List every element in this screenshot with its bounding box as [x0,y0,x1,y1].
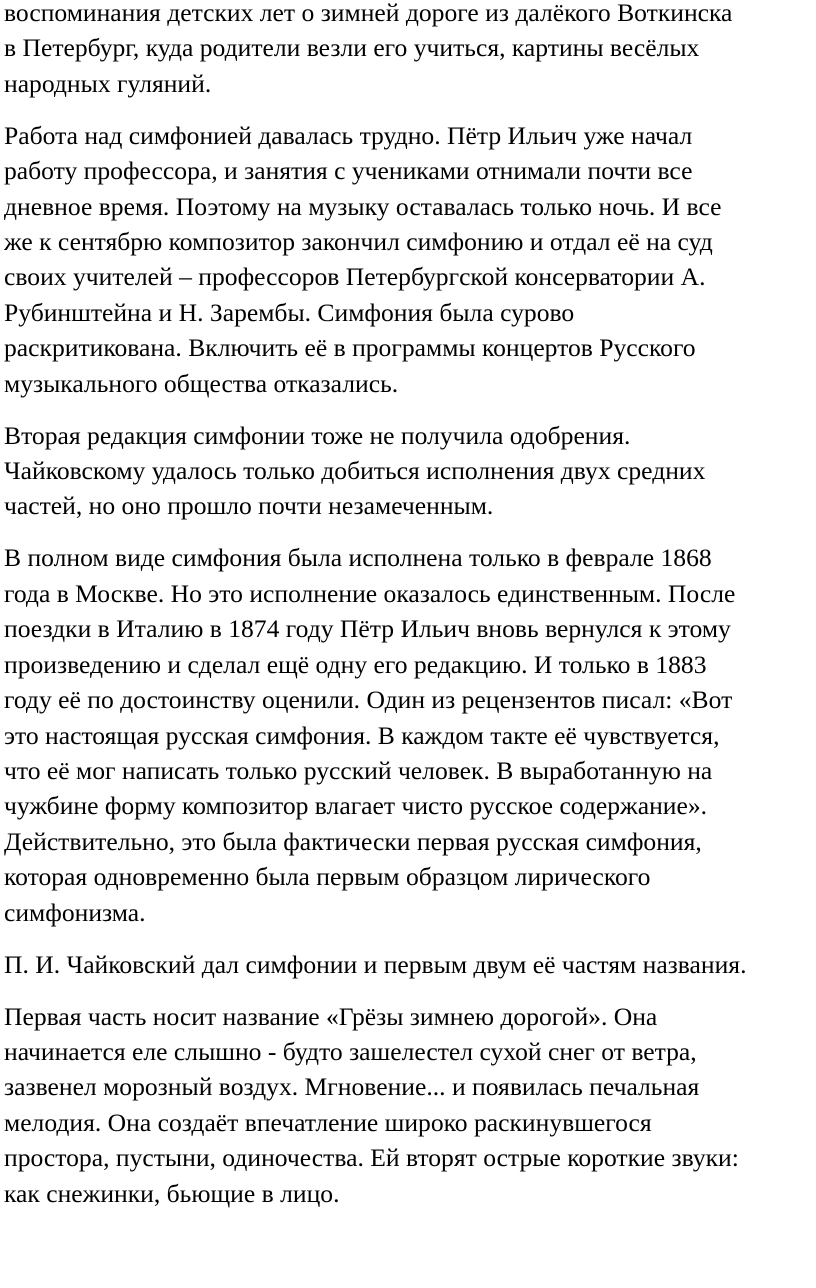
text-line: как снежинки, бьющие в лицо. [4,1178,340,1208]
text-line: В полном виде симфония была исполнена только в феврале 1868 [4,543,712,573]
text-line: которая одновременно была первым образцом лирического [4,862,651,892]
text-line: это настоящая русская симфония. В каждом такте её чувствуется, [4,720,720,750]
text-line: П. И. Чайковский дал симфонии и первым двум её частям названия. [4,949,747,979]
paragraph-4 [4,540,812,929]
text-line: чужбине форму композитор влагает чисто русское содержание». [4,791,708,821]
text-line: мелодия. Она создаёт впечатление широко раскинувшегося [4,1107,652,1137]
text-line: простора, пустыни, одиночества. Ей вторят острые короткие звуки: [4,1143,739,1173]
text-line: года в Москве. Но это исполнение оказалось единственным. После [4,578,736,608]
text-line: работу профессора, и занятия с учениками отнимали почти все [4,156,693,186]
text-line: своих учителей – профессоров Петербургской консерватории А. [4,262,706,292]
text-line: поездки в Италию в 1874 году Пётр Ильич вновь вернулся к этому [4,614,731,644]
text-line: частей, но оно прошло почти незамеченным. [4,491,494,521]
text-line: Первая часть носит название «Грёзы зимнею дорогой». Она [4,1001,658,1031]
text-line: Вторая редакция симфонии тоже не получила одобрения. [4,420,631,450]
text-line: раскритикована. Включить её в программы концертов Русского [4,333,696,363]
text-line: симфонизма. [4,897,146,927]
text-line: Действительно, это была фактически первая русская симфония, [4,826,702,856]
text-line: году её по достоинству оценили. Один из рецензентов писал: «Вот [4,685,733,715]
text-line: воспоминания детских лет о зимней дороге из далёкого Воткинска [4,0,733,27]
paragraph-1 [4,0,812,101]
paragraph-3 [4,418,812,524]
text-line: Чайковскому удалось только добиться исполнения двух средних [4,456,706,486]
text-line: Работа над симфонией давалась трудно. Пётр Ильич уже начал [4,120,693,150]
paragraph-2 [4,118,812,401]
text-line: что её мог написать только русский человек. В выработанную на [4,755,713,785]
text-line: же к сентябрю композитор закончил симфонию и отдал её на суд [4,227,713,257]
text-line: зазвенел морозный воздух. Мгновение... и появилась печальная [4,1072,700,1102]
paragraph-6 [4,999,812,1211]
text-line: народных гуляний. [4,68,212,98]
text-line: Рубинштейна и Н. Зарембы. Симфония была сурово [4,297,575,327]
text-line: в Петербург, куда родители везли его учиться, картины весёлых [4,33,700,63]
text-line: дневное время. Поэтому на музыку оставалась только ночь. И все [4,191,722,221]
text-line: музыкального общества отказались. [4,368,399,398]
text-line: произведению и сделал ещё одну его редакцию. И только в 1883 [4,649,707,679]
paragraph-5 [4,947,812,982]
text-line: начинается еле слышно - будто зашелестел сухой снег от ветра, [4,1036,697,1066]
